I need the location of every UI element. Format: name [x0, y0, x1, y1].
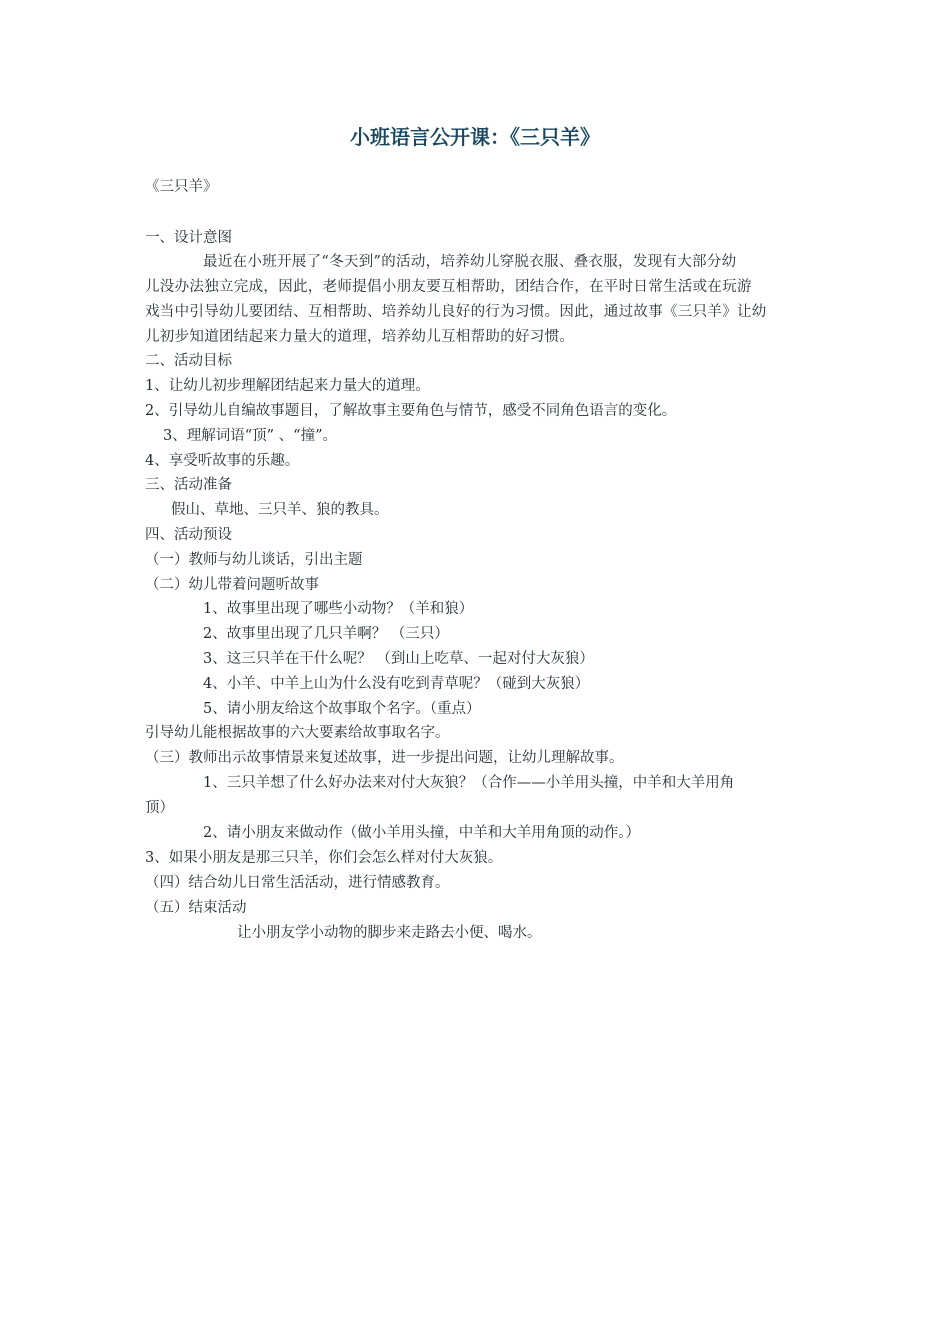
paragraph-line: 最近在小班开展了“冬天到”的活动，培养幼儿穿脱衣服、叠衣服，发现有大部分幼	[203, 254, 737, 270]
goal-item: 2、引导幼儿自编故事题目，了解故事主要角色与情节，感受不同角色语言的变化。	[145, 403, 677, 419]
section-heading-goals: 二、活动目标	[145, 353, 232, 369]
plan-step: （一）教师与幼儿谈话，引出主题	[145, 552, 363, 568]
note-line: 引导幼儿能根据故事的六大要素给故事取名字。	[145, 725, 450, 741]
goal-item: 4、享受听故事的乐趣。	[145, 453, 300, 469]
question-item: 1、三只羊想了什么好办法来对付大灰狼？（合作——小羊用头撞，中羊和大羊用角	[203, 775, 735, 791]
question-item-continued: 顶）	[145, 800, 174, 816]
subtitle: 《三只羊》	[145, 179, 218, 195]
question-item: 4、小羊、中羊上山为什么没有吃到青草呢？（碰到大灰狼）	[203, 676, 590, 692]
goal-item: 3、理解词语“顶” 、“撞”。	[163, 428, 337, 444]
preparation-text: 假山、草地、三只羊、狼的教具。	[171, 502, 389, 518]
section-heading-design-intent: 一、设计意图	[145, 230, 232, 246]
goal-item: 1、让幼儿初步理解团结起来力量大的道理。	[145, 378, 430, 394]
section-heading-preparation: 三、活动准备	[145, 477, 232, 493]
question-item: 1、故事里出现了哪些小动物？（羊和狼）	[203, 601, 474, 617]
closing-text: 让小朋友学小动物的脚步来走路去小便、喝水。	[237, 925, 542, 941]
question-item: 2、故事里出现了几只羊啊？ （三只）	[203, 626, 449, 642]
question-item: 3、如果小朋友是那三只羊，你们会怎么样对付大灰狼。	[145, 850, 503, 866]
question-item: 2、请小朋友来做动作（做小羊用头撞，中羊和大羊用角顶的动作。）	[203, 825, 640, 841]
question-item: 5、请小朋友给这个故事取个名字。（重点）	[203, 701, 481, 717]
paragraph-line: 儿初步知道团结起来力量大的道理，培养幼儿互相帮助的好习惯。	[145, 329, 575, 345]
plan-step: （四）结合幼儿日常生活活动，进行情感教育。	[145, 875, 450, 891]
document-title: 小班语言公开课：《三只羊》	[350, 125, 600, 149]
paragraph-line: 儿没办法独立完成，因此，老师提倡小朋友要互相帮助，团结合作，在平时日常生活或在玩游	[145, 279, 752, 295]
plan-step: （二）幼儿带着问题听故事	[145, 577, 319, 593]
plan-step: （三）教师出示故事情景来复述故事，进一步提出问题，让幼儿理解故事。	[145, 750, 624, 766]
paragraph-line: 戏当中引导幼儿要团结、互相帮助、培养幼儿良好的行为习惯。因此，通过故事《三只羊》让幼	[145, 304, 767, 320]
question-item: 3、这三只羊在干什么呢？ （到山上吃草、一起对付大灰狼）	[203, 651, 594, 667]
plan-step: （五）结束活动	[145, 900, 247, 916]
section-heading-plan: 四、活动预设	[145, 527, 232, 543]
